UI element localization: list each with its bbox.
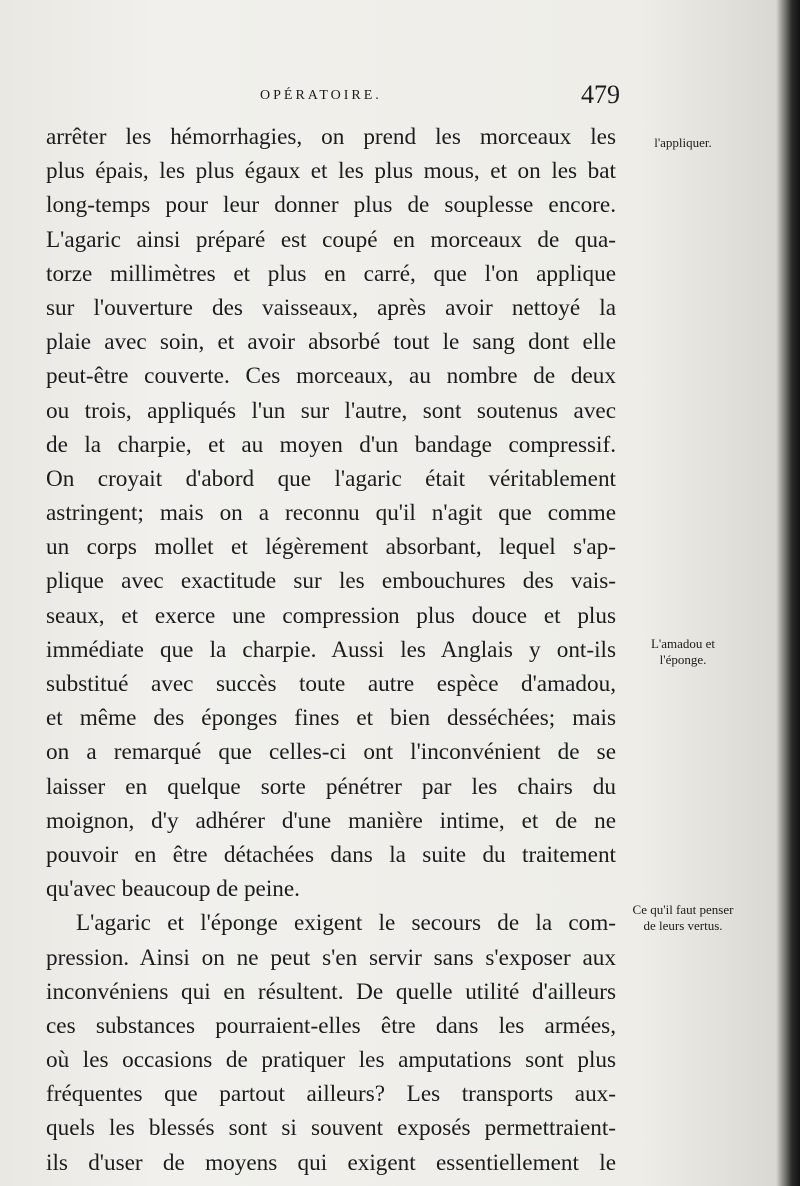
- text-line: torze millimètres et plus en carré, que l'on applique: [46, 260, 616, 287]
- text-line: plique avec exactitude sur les embouchures des vais-: [46, 568, 616, 595]
- margin-note: L'amadou et l'éponge.: [650, 636, 716, 667]
- page-number: 479: [581, 80, 620, 109]
- text-line: pouvoir en être détachées dans la suite du traitement: [46, 841, 616, 868]
- running-head: OPÉRATOIRE.: [260, 88, 382, 103]
- text-line: laisser en quelque sorte pénétrer par les chairs du: [46, 773, 616, 800]
- body-text: [46, 120, 616, 1180]
- text-line: ces substances pourraient-elles être dans les armées,: [46, 1012, 616, 1039]
- text-line: qu'avec beaucoup de peine.: [46, 876, 300, 903]
- text-line: L'agaric et l'éponge exigent le secours de la com-: [76, 910, 616, 937]
- text-line: substitué avec succès toute autre espèce d'amadou,: [46, 671, 616, 697]
- text-line: plaie avec soin, et avoir absorbé tout le sang dont elle: [46, 329, 616, 356]
- text-line: de la charpie, et au moyen d'un bandage compressif.: [46, 431, 616, 458]
- text-line: arrêter les hémorrhagies, on prend les morceaux les: [46, 124, 616, 150]
- text-line: où les occasions de pratiquer les amputations sont plus: [46, 1047, 616, 1074]
- margin-note: l'appliquer.: [654, 135, 712, 150]
- text-line: On croyait d'abord que l'agaric était véritablement: [46, 465, 616, 492]
- text-line: ou trois, appliqués l'un sur l'autre, sont soutenus avec: [46, 397, 616, 424]
- text-line: long-temps pour leur donner plus de souplesse encore.: [46, 192, 616, 219]
- text-line: fréquentes que partout ailleurs? Les transports aux-: [46, 1081, 616, 1108]
- margin-note: Ce qu'il faut penser de leurs vertus.: [632, 902, 734, 933]
- text-line: ils d'user de moyens qui exigent essentiellement le: [46, 1149, 616, 1176]
- text-line: L'agaric ainsi préparé est coupé en morceaux de qua-: [46, 226, 616, 253]
- text-line: peut-être couverte. Ces morceaux, au nombre de deux: [46, 363, 616, 390]
- text-line: pression. Ainsi on ne peut s'en servir sans s'exposer aux: [46, 944, 616, 971]
- text-line: inconvéniens qui en résultent. De quelle utilité d'ailleurs: [46, 978, 616, 1005]
- page-header: [250, 82, 630, 118]
- text-line: sur l'ouverture des vaisseaux, après avoir nettoyé la: [46, 294, 616, 321]
- text-line: seaux, et exerce une compression plus douce et plus: [46, 602, 616, 629]
- text-line: un corps mollet et légèrement absorbant, lequel s'ap-: [46, 534, 616, 561]
- text-line: plus épais, les plus égaux et les plus mous, et on les bat: [46, 158, 616, 185]
- text-line: quels les blessés sont si souvent exposés permettraient-: [46, 1115, 616, 1142]
- text-line: immédiate que la charpie. Aussi les Anglais y ont-ils: [46, 636, 616, 663]
- text-line: moignon, d'y adhérer d'une manière intime, et de ne: [46, 807, 616, 834]
- text-line: on a remarqué que celles-ci ont l'inconvénient de se: [46, 739, 616, 766]
- text-line: et même des éponges fines et bien desséchées; mais: [46, 705, 616, 732]
- text-line: astringent; mais on a reconnu qu'il n'agit que comme: [46, 500, 616, 527]
